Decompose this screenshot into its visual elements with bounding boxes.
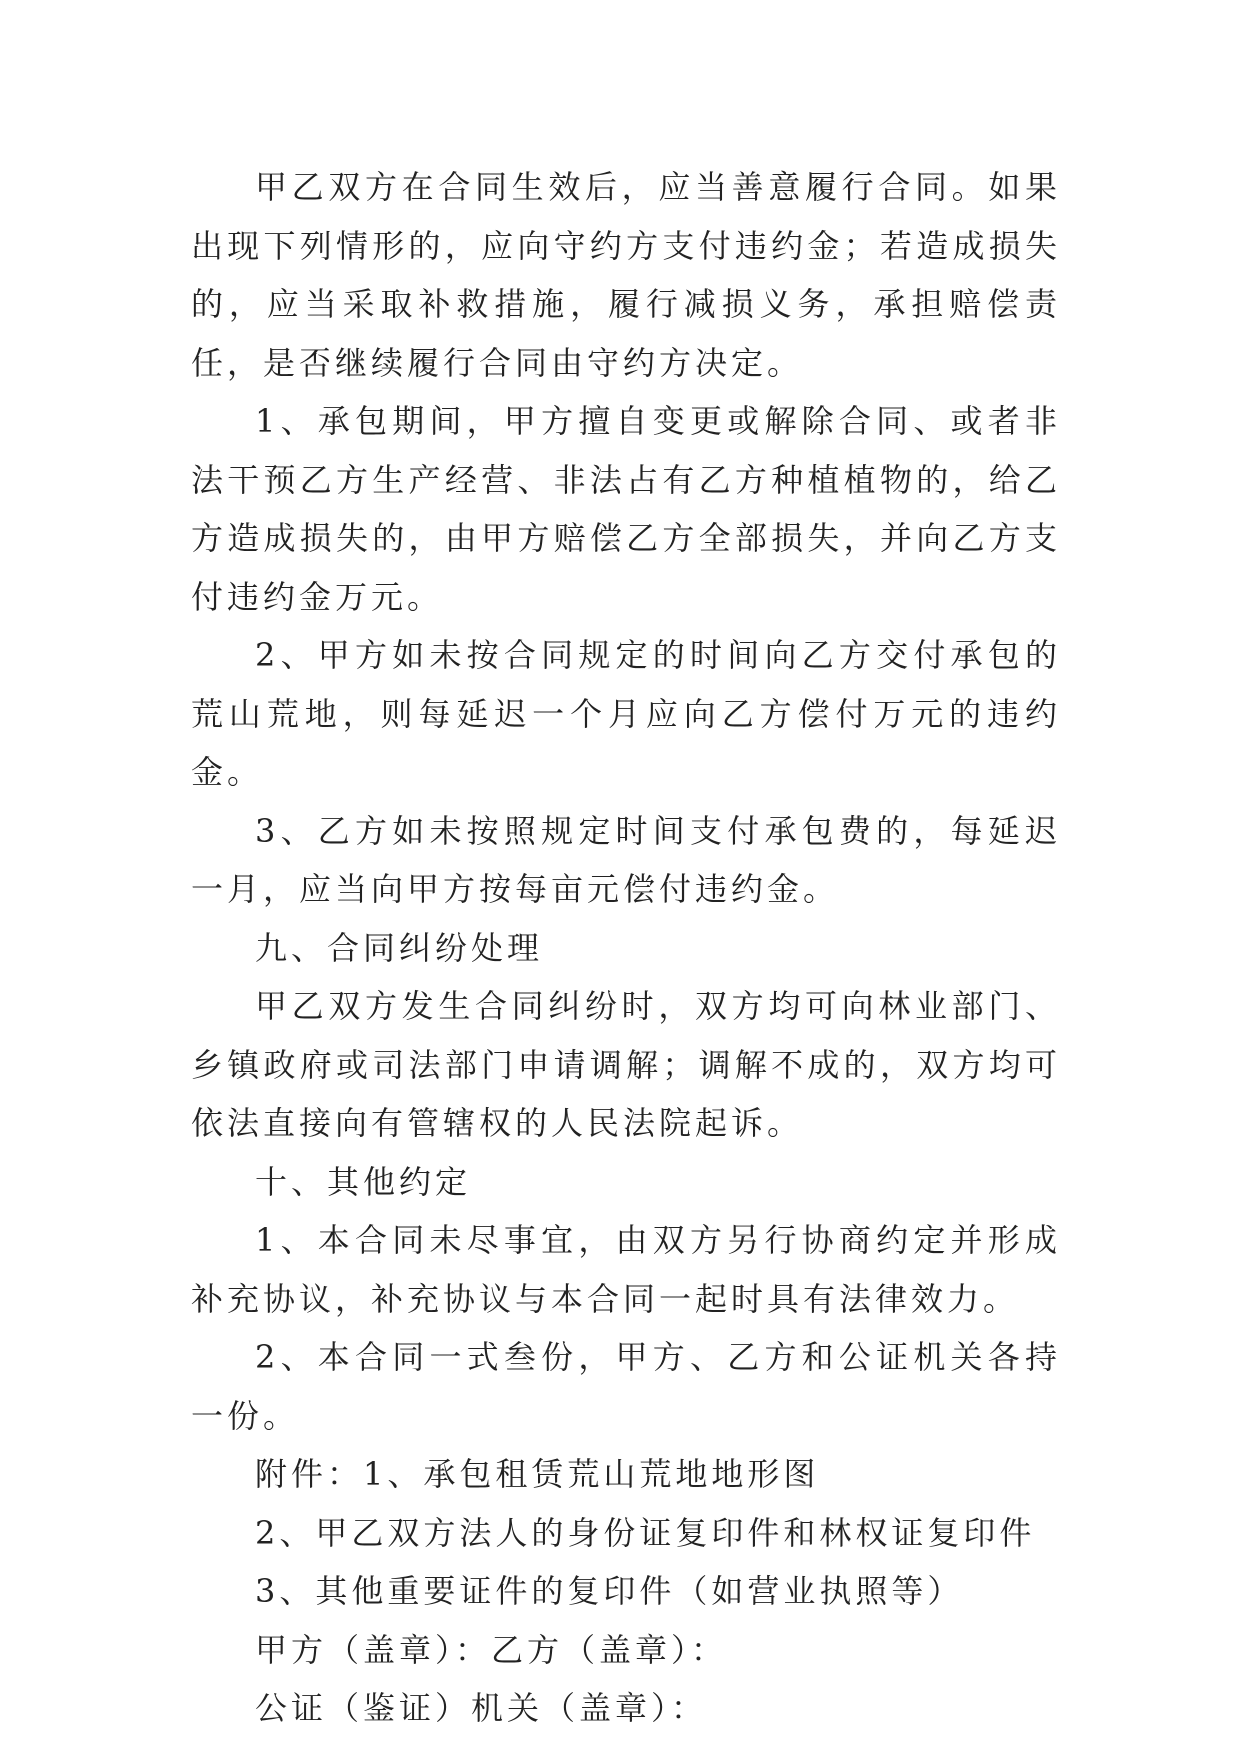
- document-body: [191, 158, 1061, 1738]
- attachment-1: 附件：1、承包租赁荒山荒地地形图: [255, 1455, 820, 1493]
- section-9-heading: 九、合同纠纷处理: [255, 928, 544, 967]
- attachment-2: 2、甲乙双方法人的身份证复印件和林权证复印件: [255, 1513, 1036, 1552]
- clause-3-late-payment: 3、乙方如未按照规定时间支付承包费的，每延迟一月，应当向甲方按每亩元偿付违约金。: [191, 811, 1061, 908]
- dispute-resolution-paragraph: 甲乙双方发生合同纠纷时，双方均可向林业部门、乡镇政府或司法部门申请调解；调解不成的，双方均可依法直接向有管辖权的人民法院起诉。: [191, 987, 1061, 1142]
- clause-2-late-delivery: 2、甲方如未按合同规定的时间向乙方交付承包的荒山荒地，则每延迟一个月应向乙方偿付万元的违约金。: [191, 636, 1061, 791]
- breach-liability-paragraph: 甲乙双方在合同生效后，应当善意履行合同。如果出现下列情形的，应向守约方支付违约金；若造成损失的，应当采取补救措施，履行减损义务，承担赔偿责任，是否继续履行合同由守约方决定。: [191, 168, 1061, 382]
- other-clause-1: 1、本合同未尽事宜，由双方另行协商约定并形成补充协议，补充协议与本合同一起时具有法律效力。: [191, 1221, 1061, 1318]
- attachment-3: 3、其他重要证件的复印件（如营业执照等）: [255, 1572, 964, 1610]
- other-clause-2: 2、本合同一式叁份，甲方、乙方和公证机关各持一份。: [191, 1338, 1061, 1435]
- party-seal-line: 甲方（盖章）：乙方（盖章）：: [255, 1630, 728, 1669]
- notary-seal-line: 公证（鉴证）机关（盖章）：: [255, 1689, 708, 1727]
- clause-1-party-a-breach: 1、承包期间，甲方擅自变更或解除合同、或者非法干预乙方生产经营、非法占有乙方种植植物的，给乙方造成损失的，由甲方赔偿乙方全部损失，并向乙方支付违约金万元。: [191, 402, 1061, 616]
- section-10-heading: 十、其他约定: [255, 1162, 472, 1201]
